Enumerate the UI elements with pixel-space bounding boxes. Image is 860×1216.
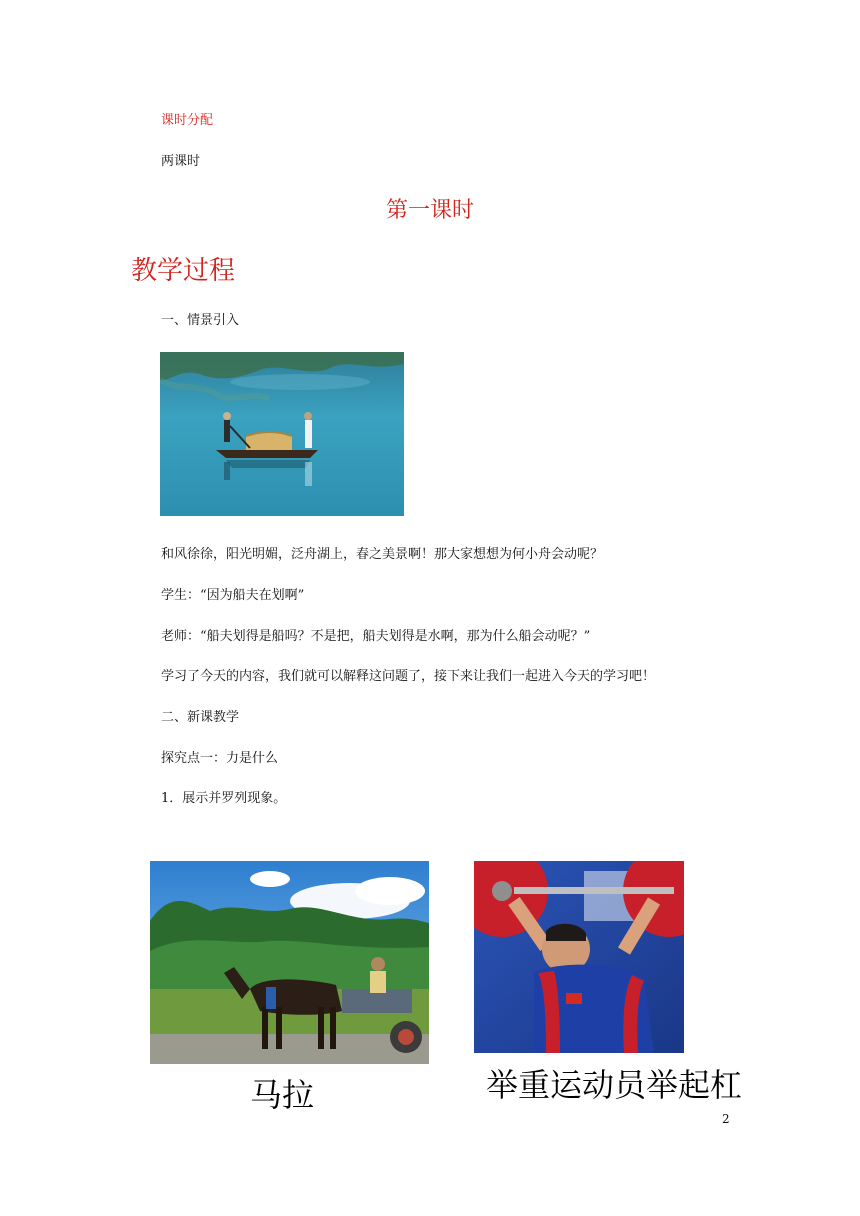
transition-paragraph: 学习了今天的内容，我们就可以解释这问题了，接下来让我们一起进入今天的学习吧！ xyxy=(161,669,656,684)
boat-lake-photo xyxy=(160,352,404,516)
horse-caption: 马拉 xyxy=(250,1076,315,1114)
allocation-heading: 课时分配 xyxy=(161,113,214,128)
section2-heading: 二、新课教学 xyxy=(161,710,240,725)
page-number: 2 xyxy=(722,1112,730,1126)
intro-paragraph: 和风徐徐，阳光明媚，泛舟湖上，春之美景啊！那大家想想为何小舟会动呢？ xyxy=(161,547,604,562)
horse-cart-photo xyxy=(150,861,429,1064)
weightlifter-caption: 举重运动员举起杠 xyxy=(486,1066,743,1104)
student-quote: 学生：“因为船夫在划啊” xyxy=(161,588,305,603)
teacher-quote: 老师：“船夫划得是船吗？不是把，船夫划得是水啊，那为什么船会动呢？” xyxy=(161,629,591,644)
allocation-value: 两课时 xyxy=(161,154,201,169)
lesson-title: 第一课时 xyxy=(385,198,474,223)
section1-heading: 一、情景引入 xyxy=(161,313,240,328)
step-1: 1．展示并罗列现象。 xyxy=(161,791,287,806)
weightlifter-photo xyxy=(474,861,684,1053)
process-heading: 教学过程 xyxy=(131,256,236,286)
inquiry-point: 探究点一：力是什么 xyxy=(161,751,279,766)
